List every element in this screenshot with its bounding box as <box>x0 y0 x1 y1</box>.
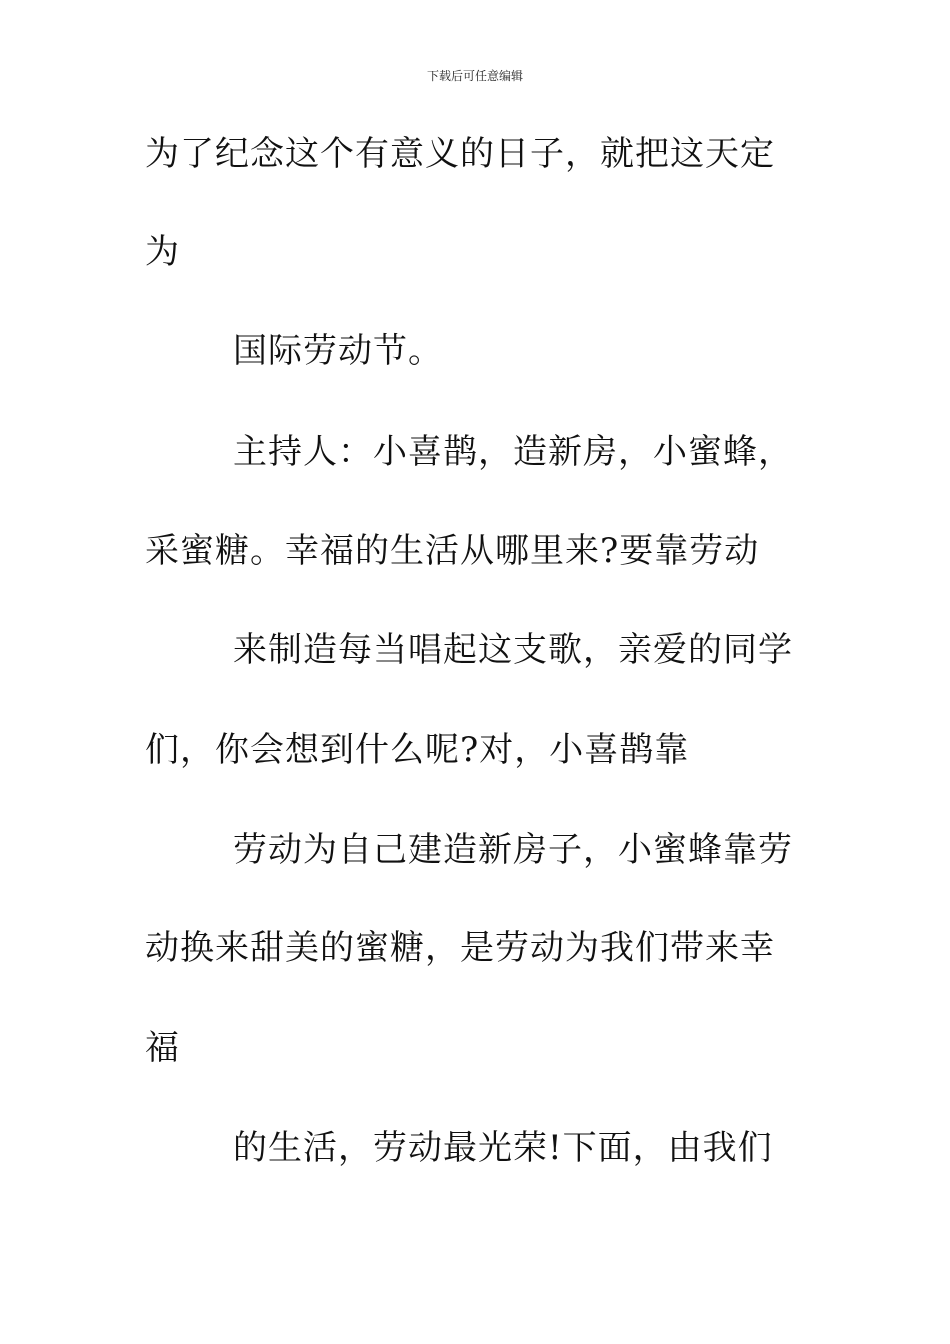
text-line-7: 们，你会想到什么呢?对，小喜鹊靠 <box>145 730 690 770</box>
text-line-8: 劳动为自己建造新房子，小蜜蜂靠劳 <box>233 830 793 870</box>
text-line-10: 福 <box>145 1028 180 1068</box>
text-line-1: 为了纪念这个有意义的日子，就把这天定 <box>145 134 775 174</box>
text-line-5: 采蜜糖。幸福的生活从哪里来?要靠劳动 <box>145 531 760 571</box>
text-line-4: 主持人：小喜鹊，造新房，小蜜蜂， <box>233 432 793 472</box>
page-header: 下载后可任意编辑 <box>426 69 523 83</box>
text-line-9: 动换来甜美的蜜糖，是劳动为我们带来幸 <box>145 928 775 968</box>
text-line-11: 的生活，劳动最光荣!下面，由我们 <box>233 1128 773 1168</box>
text-line-2: 为 <box>145 232 180 272</box>
text-line-3: 国际劳动节。 <box>233 331 443 371</box>
text-line-6: 来制造每当唱起这支歌，亲爱的同学 <box>233 630 793 670</box>
